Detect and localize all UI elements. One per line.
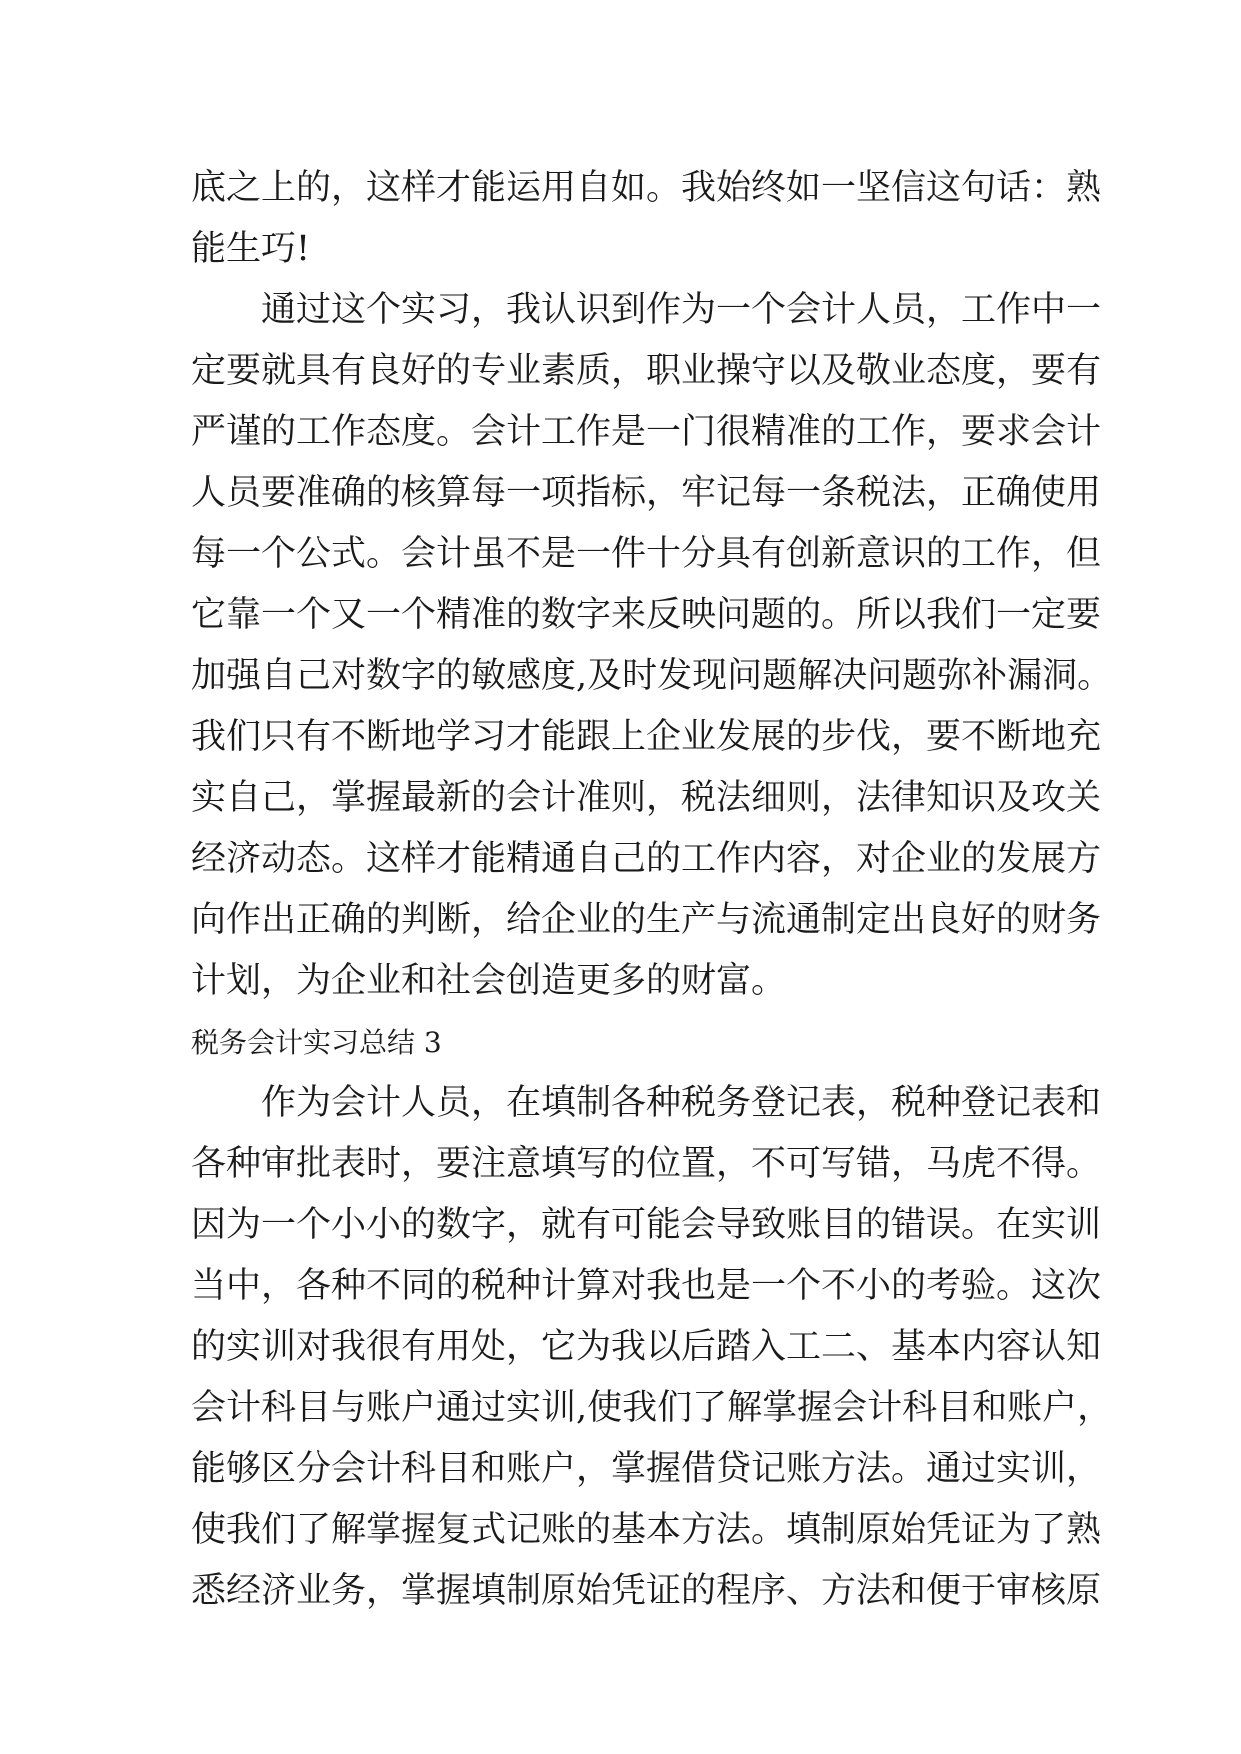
section-heading: 税务会计实习总结 3 [191,1026,442,1059]
paragraph-line: 加强自己对数字的敏感度,及时发现问题解决问题弥补漏洞。 [191,656,1113,696]
paragraph-line: 作为会计人员，在填制各种税务登记表，税种登记表和 [261,1083,1102,1123]
paragraph-line: 经济动态。这样才能精通自己的工作内容，对企业的发展方 [191,839,1102,879]
paragraph-line: 我们只有不断地学习才能跟上企业发展的步伐，要不断地充 [191,717,1102,757]
paragraph-line: 它靠一个又一个精准的数字来反映问题的。所以我们一定要 [191,595,1102,635]
paragraph-line: 的实训对我很有用处，它为我以后踏入工二、基本内容认知 [191,1327,1102,1367]
paragraph-line: 会计科目与账户通过实训,使我们了解掌握会计科目和账户， [191,1388,1113,1428]
paragraph-line: 因为一个小小的数字，就有可能会导致账目的错误。在实训 [191,1205,1102,1245]
paragraph-line: 底之上的，这样才能运用自如。我始终如一坚信这句话：熟 [191,168,1102,208]
document-body [191,158,1113,1622]
paragraph-line: 当中，各种不同的税种计算对我也是一个不小的考验。这次 [191,1266,1102,1306]
paragraph-line: 向作出正确的判断，给企业的生产与流通制定出良好的财务 [191,900,1102,940]
paragraph-line: 能生巧! [191,229,311,269]
paragraph-line: 每一个公式。会计虽不是一件十分具有创新意识的工作，但 [191,534,1102,574]
paragraph-line: 实自己，掌握最新的会计准则，税法细则，法律知识及攻关 [191,778,1102,818]
paragraph-line: 各种审批表时，要注意填写的位置，不可写错，马虎不得。 [191,1144,1102,1184]
paragraph-line: 严谨的工作态度。会计工作是一门很精准的工作，要求会计 [191,412,1102,452]
paragraph-line: 通过这个实习，我认识到作为一个会计人员，工作中一 [261,290,1102,330]
paragraph-line: 能够区分会计科目和账户，掌握借贷记账方法。通过实训， [191,1449,1102,1489]
paragraph-line: 人员要准确的核算每一项指标，牢记每一条税法，正确使用 [191,473,1102,513]
paragraph-line: 计划，为企业和社会创造更多的财富。 [191,961,787,1001]
paragraph-line: 定要就具有良好的专业素质，职业操守以及敬业态度，要有 [191,351,1102,391]
paragraph-line: 使我们了解掌握复式记账的基本方法。填制原始凭证为了熟 [191,1510,1102,1550]
paragraph-line: 悉经济业务，掌握填制原始凭证的程序、方法和便于审核原 [191,1571,1102,1611]
